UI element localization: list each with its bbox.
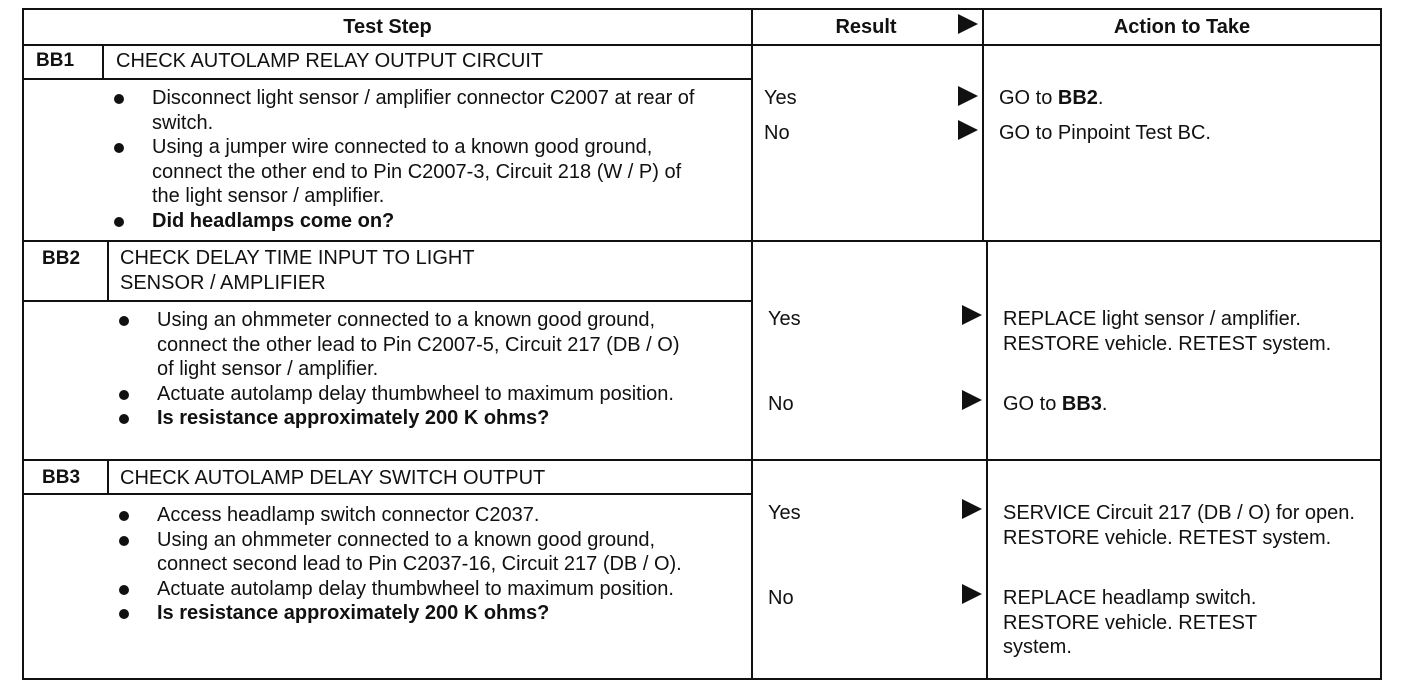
bb3-result-no: No: [768, 587, 794, 609]
bb1-code-divider: [102, 44, 104, 79]
arrow-icon: [958, 120, 978, 140]
bb1-action-no: GO to Pinpoint Test BC.: [999, 122, 1211, 144]
arrow-icon: [962, 390, 982, 410]
arrow-icon: [962, 499, 982, 519]
bb3-title: CHECK AUTOLAMP DELAY SWITCH OUTPUT: [120, 467, 546, 489]
bb3-result-yes: Yes: [768, 502, 801, 524]
divider-result-action-2: [986, 242, 988, 680]
bb3-steps: [119, 503, 699, 626]
bb1-result-no: No: [764, 122, 790, 144]
bb2-steps: [119, 308, 699, 431]
list-item: Actuate autolamp delay thumbwheel to maximum position.: [119, 382, 699, 407]
divider-step-result: [751, 10, 753, 680]
header-rule: [24, 44, 1382, 46]
bb1-title-rule: [24, 78, 751, 80]
bb2-action-yes: REPLACE light sensor / amplifier. RESTORE vehicle. RETEST system.: [1003, 308, 1332, 355]
header-result: Result: [835, 16, 897, 38]
bb1-result-yes: Yes: [764, 87, 797, 109]
bb2-code: BB2: [42, 248, 81, 269]
list-item: Disconnect light sensor / amplifier connector C2007 at rear of switch.: [114, 86, 714, 135]
header-action: Action to Take: [1113, 16, 1251, 38]
list-item: Access headlamp switch connector C2037.: [119, 503, 699, 528]
header-test-step: Test Step: [343, 16, 432, 38]
list-item-question: Did headlamps come on?: [114, 209, 714, 234]
bb3-title-rule: [24, 493, 751, 495]
bb2-title: CHECK DELAY TIME INPUT TO LIGHT SENSOR / AMPLIFIER: [120, 247, 475, 294]
row-rule-2: [24, 459, 1382, 461]
bb1-action-yes: GO to BB2.: [999, 87, 1104, 109]
list-item: Using an ohmmeter connected to a known good ground, connect the other lead to Pin C2007-5, Circuit 217 (DB / O) of light sensor / amplifier.: [119, 308, 699, 382]
bb1-steps: [114, 86, 714, 233]
bb2-code-divider: [107, 240, 109, 301]
diagnostic-table: [22, 8, 1382, 680]
bb3-action-no: REPLACE headlamp switch. RESTORE vehicle. RETEST system.: [1003, 587, 1257, 658]
list-item-question: Is resistance approximately 200 K ohms?: [119, 601, 699, 626]
bb2-result-no: No: [768, 393, 794, 415]
header-arrow-icon: [958, 14, 978, 34]
arrow-icon: [962, 305, 982, 325]
bb2-result-yes: Yes: [768, 308, 801, 330]
bb2-title-rule: [24, 300, 751, 302]
row-rule-1: [24, 240, 1382, 242]
bb3-code-divider: [107, 459, 109, 494]
list-item: Using a jumper wire connected to a known good ground, connect the other end to Pin C2007-3, Circuit 218 (W / P) of the light sensor / amplifier.: [114, 135, 714, 209]
bb2-action-no: GO to BB3.: [1003, 393, 1108, 415]
arrow-icon: [958, 86, 978, 106]
bb3-action-yes: SERVICE Circuit 217 (DB / O) for open. RESTORE vehicle. RETEST system.: [1003, 502, 1355, 549]
bb1-code: BB1: [36, 50, 75, 71]
list-item-question: Is resistance approximately 200 K ohms?: [119, 406, 699, 431]
list-item: Using an ohmmeter connected to a known good ground, connect second lead to Pin C2037-16, Circuit 217 (DB / O).: [119, 528, 699, 577]
bb3-code: BB3: [42, 467, 81, 488]
arrow-icon: [962, 584, 982, 604]
bb1-title: CHECK AUTOLAMP RELAY OUTPUT CIRCUIT: [116, 50, 544, 72]
list-item: Actuate autolamp delay thumbwheel to maximum position.: [119, 577, 699, 602]
